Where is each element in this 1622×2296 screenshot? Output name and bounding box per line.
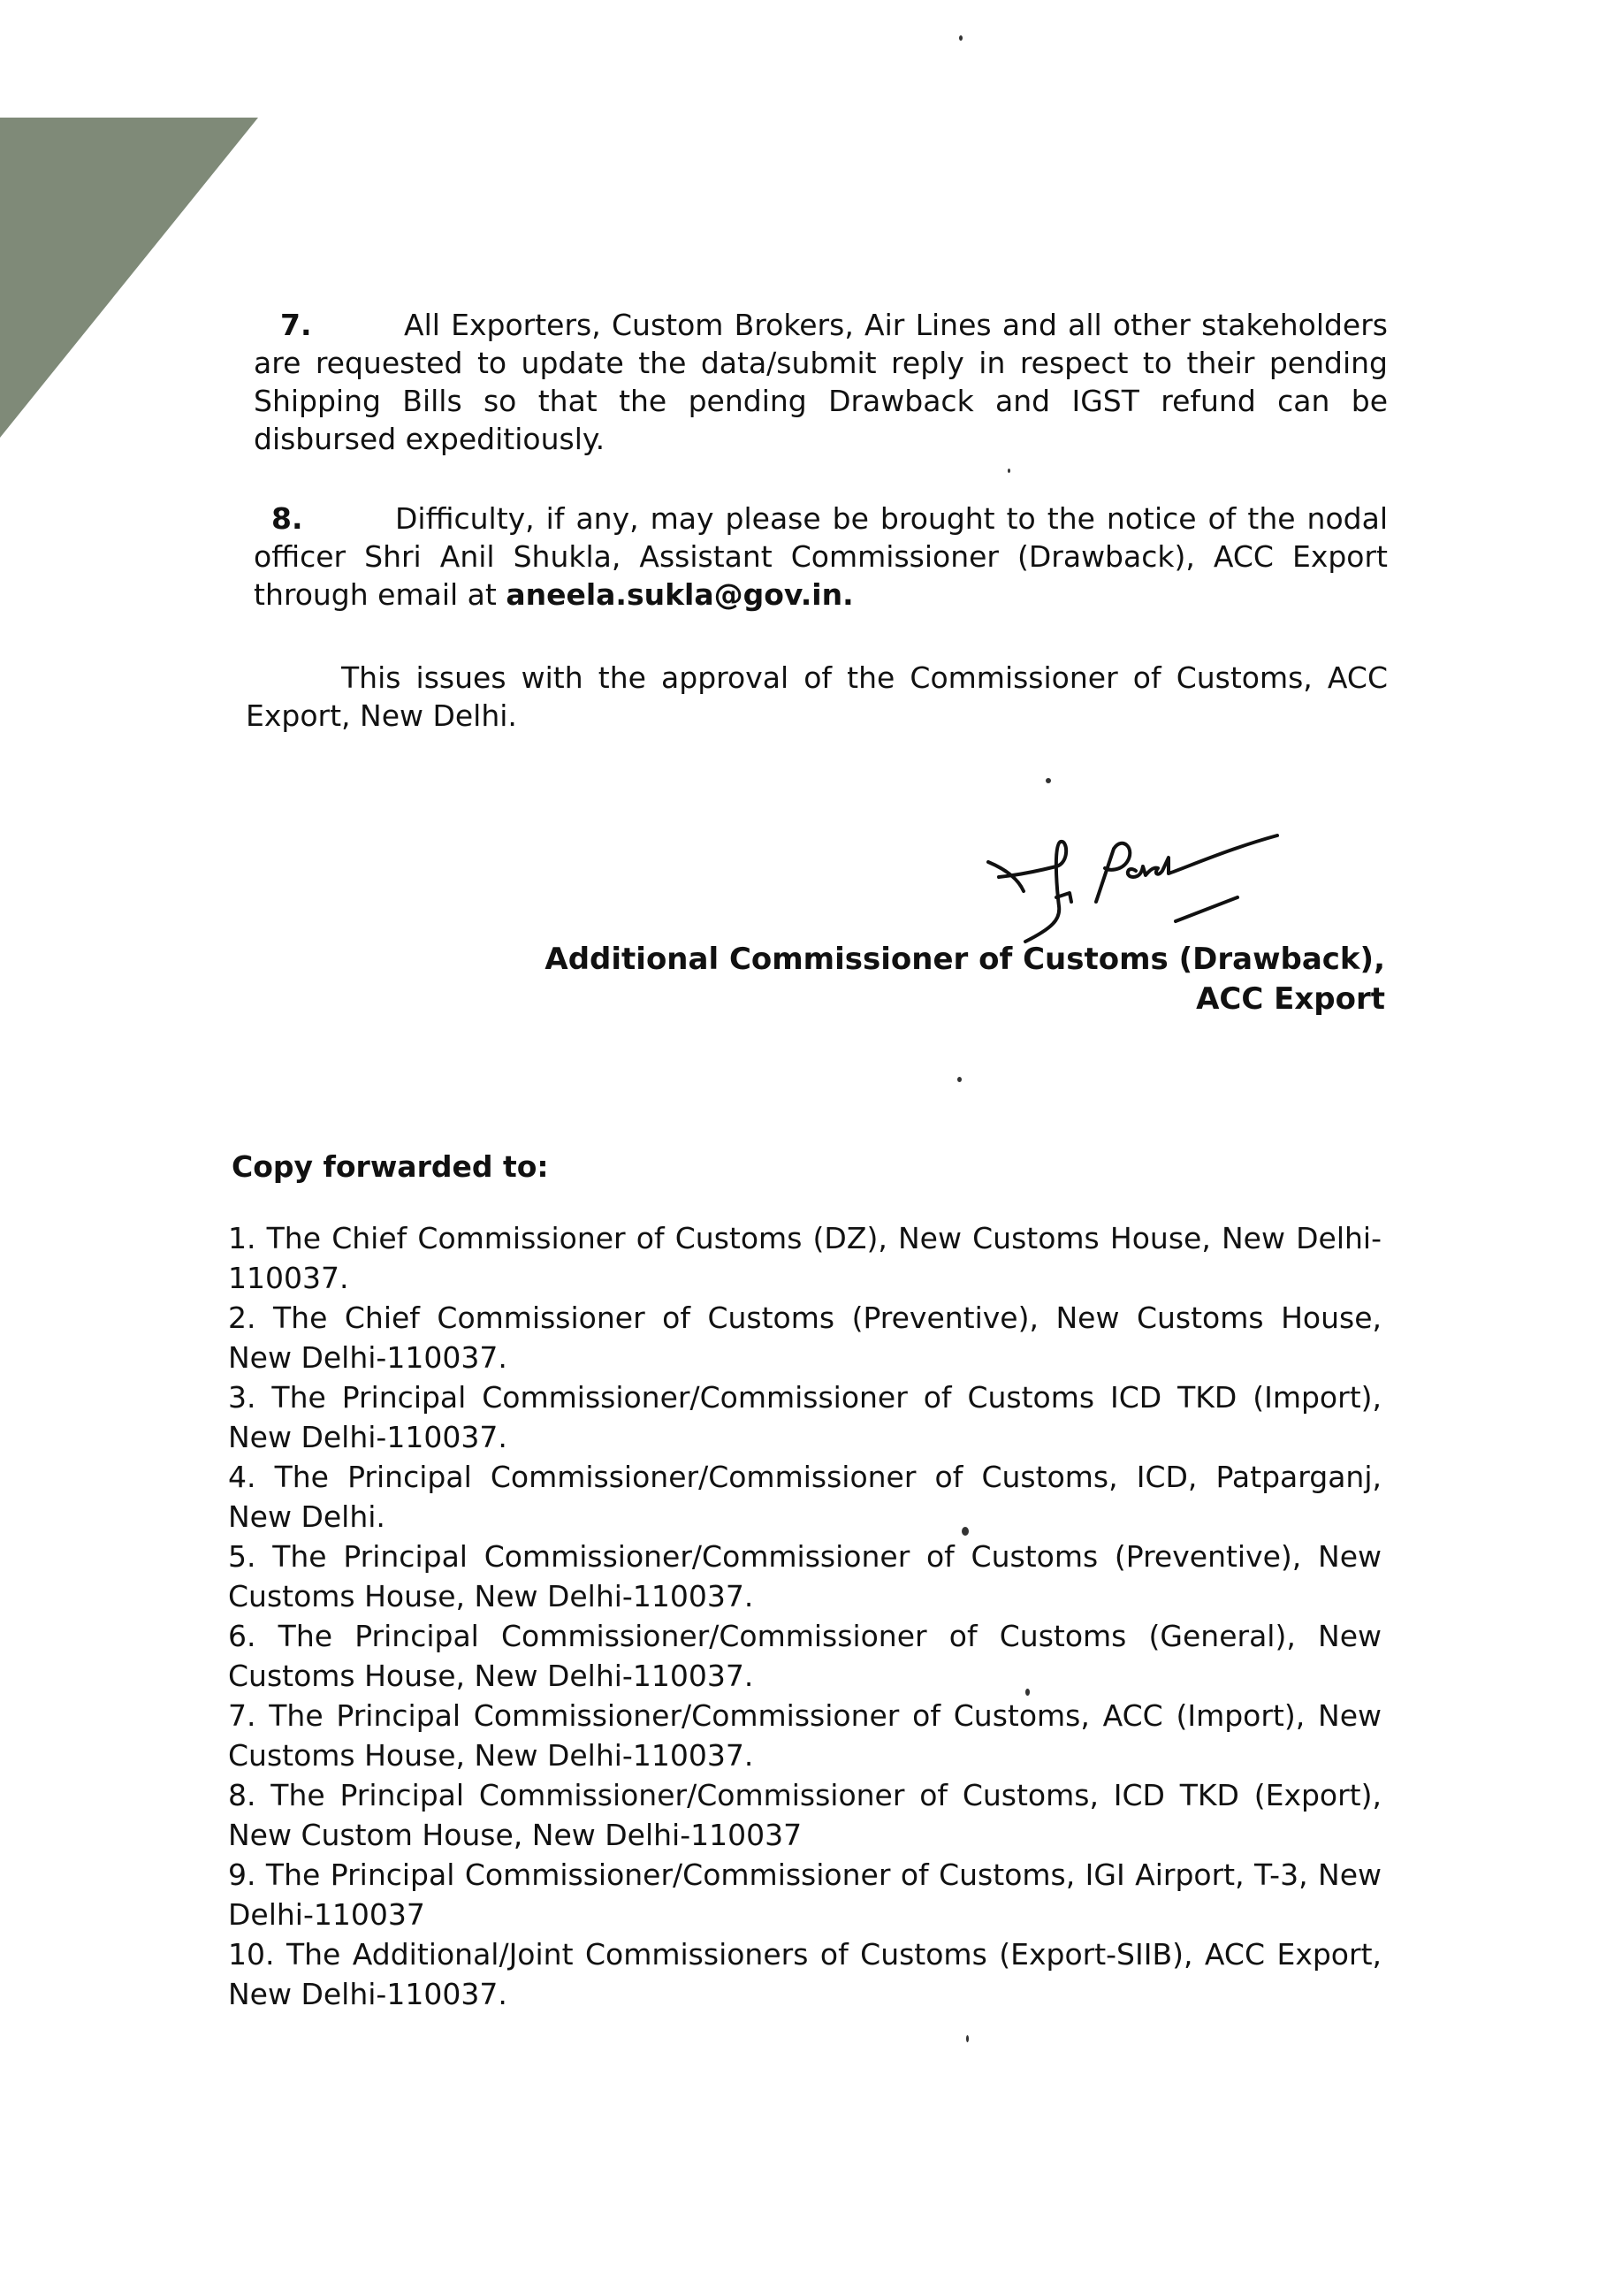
contact-email: aneela.sukla@gov.in. (506, 577, 854, 612)
signatory-line-2: ACC Export (1196, 981, 1385, 1017)
scan-shadow-corner (0, 0, 265, 442)
list-item: 8. The Principal Commissioner/Commissioner of Customs, ICD TKD (Export), New Custom House, New Delhi-110037 (228, 1778, 1382, 1852)
signatory-designation (544, 940, 1385, 1019)
scan-speck (959, 35, 963, 41)
signature-icon (972, 822, 1291, 955)
approval-note: This issues with the approval of the Commissioner of Customs, ACC Export, New Delhi. (246, 660, 1388, 733)
scan-speck (957, 1077, 962, 1082)
scan-speck (966, 2035, 969, 2042)
scan-speck (1008, 469, 1010, 473)
scan-speck (1046, 778, 1051, 783)
list-item: 9. The Principal Commissioner/Commissioner of Customs, IGI Airport, T-3, New Delhi-110037 (228, 1857, 1382, 1932)
scan-speck (1025, 1689, 1030, 1696)
copy-forwarded-heading: Copy forwarded to: (232, 1149, 549, 1184)
list-item: 2. The Chief Commissioner of Customs (Preventive), New Customs House, New Delhi-110037. (228, 1301, 1382, 1375)
paragraph-text: Difficulty, if any, may please be brought to the notice of the nodal officer Shri Anil Shukla, Assistant Commissioner (Drawback), ACC Export through email at (254, 501, 1388, 612)
list-item: 4. The Principal Commissioner/Commissioner of Customs, ICD, Patparganj, New Delhi. (228, 1460, 1382, 1534)
signatory-line-1: Additional Commissioner of Customs (Drawback), (544, 942, 1385, 977)
list-item: 3. The Principal Commissioner/Commissioner of Customs ICD TKD (Import), New Delhi-110037. (228, 1380, 1382, 1454)
paragraph-7 (254, 306, 1388, 458)
paragraph-number: 7. (280, 308, 312, 342)
list-item: 6. The Principal Commissioner/Commissioner of Customs (General), New Customs House, New Delhi-110037. (228, 1619, 1382, 1693)
list-item: 5. The Principal Commissioner/Commissioner of Customs (Preventive), New Customs House, New Delhi-110037. (228, 1539, 1382, 1613)
scan-speck (962, 1527, 969, 1536)
list-item: 7. The Principal Commissioner/Commissioner of Customs, ACC (Import), New Customs House, New Delhi-110037. (228, 1698, 1382, 1773)
paragraph-8 (254, 500, 1388, 614)
copy-forwarded-list (228, 1218, 1382, 2014)
paragraph-text: All Exporters, Custom Brokers, Air Lines and all other stakeholders are requested to update the data/submit reply in respect to their pending Shipping Bills so that the pending Drawback and IGST refund can be disbursed expeditiously. (254, 308, 1388, 456)
list-item: 1. The Chief Commissioner of Customs (DZ), New Customs House, New Delhi-110037. (228, 1221, 1382, 1295)
list-item: 10. The Additional/Joint Commissioners of Customs (Export-SIIB), ACC Export, New Delhi-110037. (228, 1937, 1382, 2011)
paragraph-number: 8. (271, 501, 303, 536)
